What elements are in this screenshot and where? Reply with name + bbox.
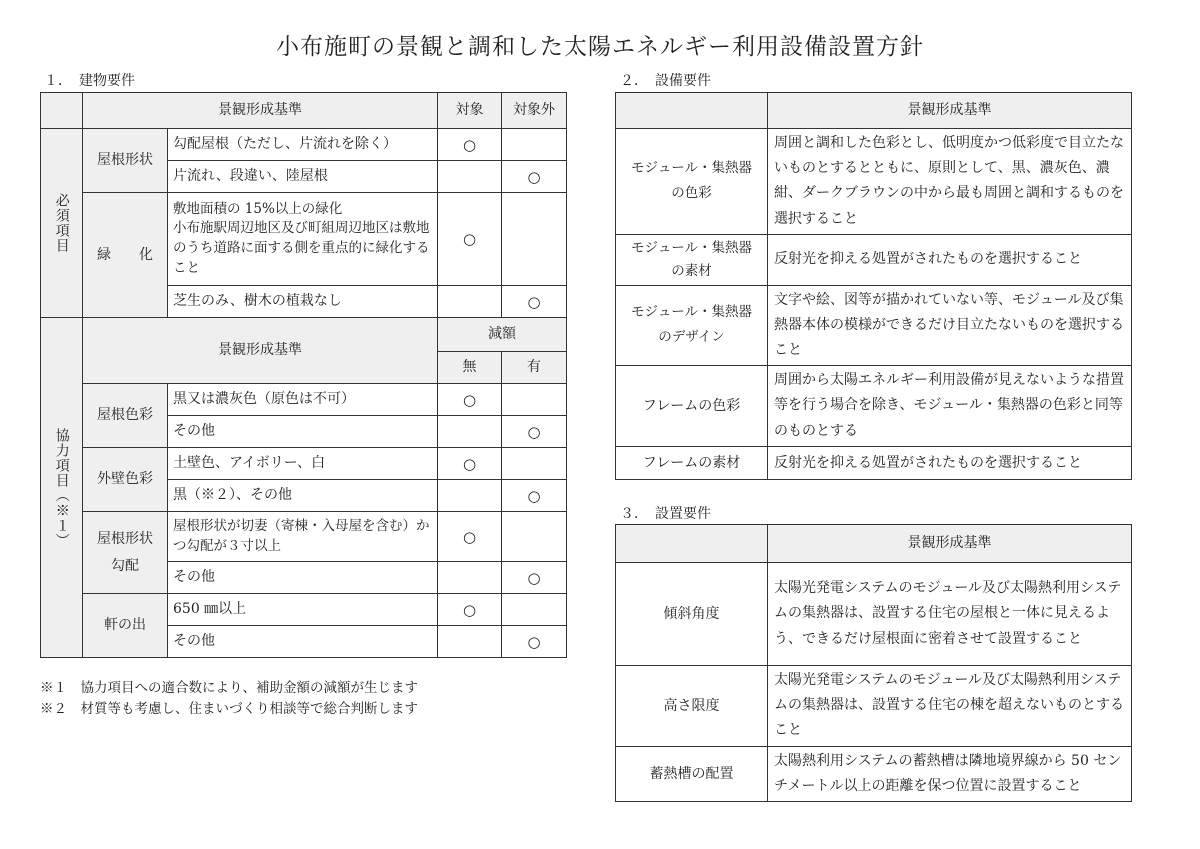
- section2-heading: ２． 設備要件: [620, 73, 711, 89]
- row-text: 周囲から太陽エネルギー利用設備が見えないような措置等を行う場合を除き、モジュール・集熱器の色彩と同等のものとする: [768, 366, 1132, 447]
- criteria-text: その他: [168, 416, 438, 448]
- criteria-text: その他: [168, 562, 438, 594]
- none-mark: [438, 416, 502, 448]
- header-criteria: 景観形成基準: [83, 93, 438, 129]
- nontarget-mark: [502, 129, 567, 161]
- yes-mark: [502, 512, 567, 562]
- nontarget-mark: ○: [502, 286, 567, 318]
- footnote: ※２ 材質等も考慮し、住まいづくり相談等で総合判断します: [40, 701, 418, 717]
- none-mark: ○: [438, 448, 502, 480]
- row-text: 周囲と調和した色彩とし、低明度かつ低彩度で目立たないものとするとともに、原則として、黒、濃灰色、濃紺、ダークブラウンの中から最も周囲と調和するものを選択すること: [768, 129, 1132, 235]
- cooperation-label-cell: [41, 318, 83, 658]
- building-requirements-table: [40, 92, 567, 658]
- criteria-text: 黒（※２）、その他: [168, 480, 438, 512]
- row-label: 傾斜角度: [616, 563, 768, 666]
- header-none: 無: [438, 352, 502, 384]
- header-blank: [41, 93, 83, 129]
- header-blank: [616, 525, 768, 563]
- nontarget-mark: ○: [502, 161, 567, 193]
- target-mark: ○: [438, 129, 502, 161]
- group-name: 外壁色彩: [83, 448, 168, 512]
- row-label: モジュール・集熱器 の素材: [616, 234, 768, 285]
- group-name: 屋根形状 勾配: [83, 512, 168, 594]
- row-text: 太陽光発電システムのモジュール及び太陽熱利用システムの集熱器は、設置する住宅の屋根と一体に見えるよう、できるだけ屋根面に密着させて設置すること: [768, 563, 1132, 666]
- required-label: 必須項目: [53, 193, 70, 253]
- header-criteria: 景観形成基準: [768, 93, 1132, 129]
- section1-heading: １． 建物要件: [44, 73, 135, 89]
- row-label: 蓄熱槽の配置: [616, 746, 768, 801]
- equipment-requirements-table: [615, 92, 1132, 480]
- group-name: 緑 化: [83, 193, 168, 318]
- yes-mark: [502, 384, 567, 416]
- yes-mark: [502, 448, 567, 480]
- none-mark: ○: [438, 384, 502, 416]
- yes-mark: ○: [502, 626, 567, 658]
- criteria-text: 屋根形状が切妻（寄棟・入母屋を含む）かつ勾配が３寸以上: [168, 512, 438, 562]
- yes-mark: ○: [502, 562, 567, 594]
- yes-mark: [502, 594, 567, 626]
- cooperation-label: 協力項目（※１）: [53, 427, 70, 548]
- footnote: ※１ 協力項目への適合数により、補助金額の減額が生じます: [40, 680, 418, 696]
- section3-heading: ３． 設置要件: [620, 506, 711, 522]
- criteria-text: 650 ㎜以上: [168, 594, 438, 626]
- group-name: 屋根形状: [83, 129, 168, 193]
- required-label-cell: [41, 129, 83, 318]
- target-mark: [438, 286, 502, 318]
- nontarget-mark: [502, 193, 567, 286]
- none-mark: [438, 626, 502, 658]
- page-title: 小布施町の景観と調和した太陽エネルギー利用設備設置方針: [276, 34, 924, 60]
- criteria-text: 土壁色、アイボリー、白: [168, 448, 438, 480]
- criteria-text: その他: [168, 626, 438, 658]
- row-label: モジュール・集熱器 のデザイン: [616, 285, 768, 366]
- header-yes: 有: [502, 352, 567, 384]
- header-criteria: 景観形成基準: [83, 318, 438, 384]
- criteria-text: 勾配屋根（ただし、片流れを除く）: [168, 129, 438, 161]
- row-label: フレームの色彩: [616, 366, 768, 447]
- criteria-text: 芝生のみ、樹木の植栽なし: [168, 286, 438, 318]
- row-text: 太陽熱利用システムの蓄熱槽は隣地境界線から 50 センチメートル以上の距離を保つ位置に設置すること: [768, 746, 1132, 801]
- yes-mark: ○: [502, 480, 567, 512]
- target-mark: [438, 161, 502, 193]
- row-text: 文字や絵、図等が描かれていない等、モジュール及び集熱器本体の模様ができるだけ目立たないものを選択すること: [768, 285, 1132, 366]
- none-mark: [438, 562, 502, 594]
- yes-mark: ○: [502, 416, 567, 448]
- header-reduction: 減額: [438, 318, 567, 352]
- installation-requirements-table: [615, 524, 1132, 802]
- target-mark: ○: [438, 193, 502, 286]
- row-label: モジュール・集熱器 の色彩: [616, 129, 768, 235]
- header-target: 対象: [438, 93, 502, 129]
- criteria-text: 敷地面積の 15%以上の緑化 小布施駅周辺地区及び町組周辺地区は敷地のうち道路に面する側を重点的に緑化すること: [168, 193, 438, 286]
- header-criteria: 景観形成基準: [768, 525, 1132, 563]
- none-mark: [438, 480, 502, 512]
- group-name: 軒の出: [83, 594, 168, 658]
- row-label: 高さ限度: [616, 666, 768, 747]
- group-name: 屋根色彩: [83, 384, 168, 448]
- criteria-text: 片流れ、段違い、陸屋根: [168, 161, 438, 193]
- criteria-text: 黒又は濃灰色（原色は不可）: [168, 384, 438, 416]
- header-blank: [616, 93, 768, 129]
- row-label: フレームの素材: [616, 446, 768, 479]
- row-text: 反射光を抑える処置がされたものを選択すること: [768, 234, 1132, 285]
- none-mark: ○: [438, 594, 502, 626]
- row-text: 反射光を抑える処置がされたものを選択すること: [768, 446, 1132, 479]
- none-mark: ○: [438, 512, 502, 562]
- header-nontarget: 対象外: [502, 93, 567, 129]
- row-text: 太陽光発電システムのモジュール及び太陽熱利用システムの集熱器は、設置する住宅の棟を超えないものとすること: [768, 666, 1132, 747]
